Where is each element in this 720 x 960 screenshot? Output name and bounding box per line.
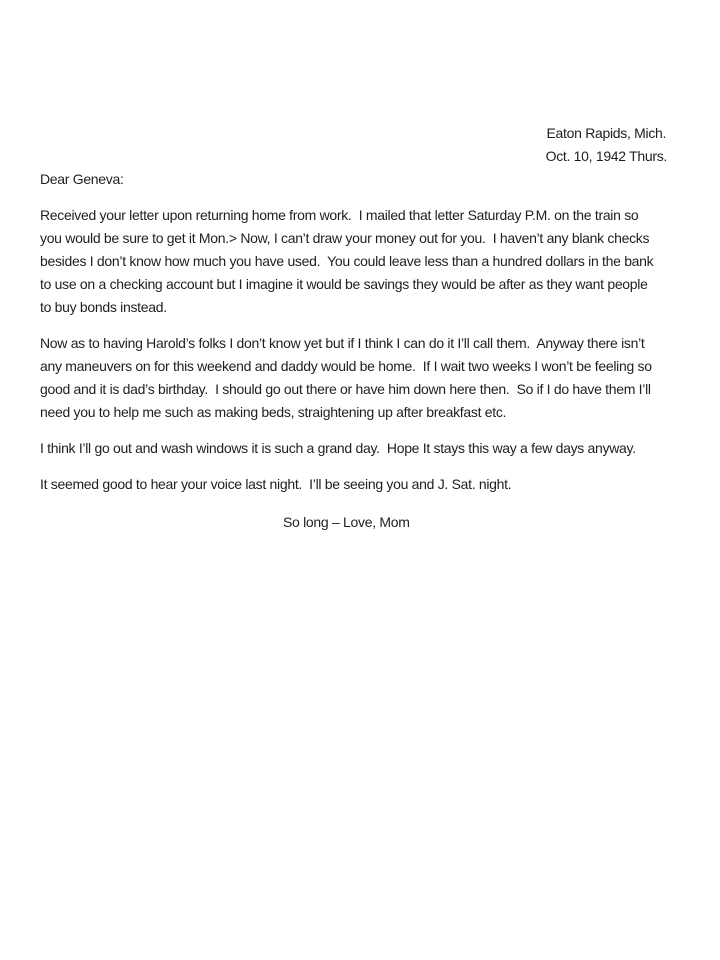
letterhead-place: Eaton Rapids, Mich. bbox=[546, 125, 667, 141]
letter-line: Received your letter upon returning home from work. I mailed that letter Saturday P.M. on the train so bbox=[40, 207, 639, 223]
letter-line: It seemed good to hear your voice last night. I’ll be seeing you and J. Sat. night. bbox=[40, 476, 512, 492]
letterhead bbox=[546, 122, 667, 168]
paragraph-2 bbox=[40, 332, 682, 424]
salutation: Dear Geneva: bbox=[40, 171, 124, 187]
paragraph-3 bbox=[40, 437, 682, 460]
closing-signature: So long – Love, Mom bbox=[283, 514, 410, 530]
paragraph-4 bbox=[40, 473, 682, 496]
paragraph-1 bbox=[40, 204, 682, 319]
letter-line: I think I’ll go out and wash windows it is such a grand day. Hope It stays this way a few days anyway. bbox=[40, 440, 636, 456]
letter-line: Now as to having Harold’s folks I don’t know yet but if I think I can do it I’ll call them. Anyway there isn’t bbox=[40, 335, 645, 351]
letter-line: need you to help me such as making beds, straightening up after breakfast etc. bbox=[40, 404, 507, 420]
letter-line: good and it is dad’s birthday. I should go out there or have him down here then. So if I do have them I’ll bbox=[40, 381, 651, 397]
letter-line: to buy bonds instead. bbox=[40, 299, 167, 315]
letter-line: besides I don’t know how much you have used. You could leave less than a hundred dollars in the bank bbox=[40, 253, 654, 269]
letter-line: to use on a checking account but I imagine it would be savings they would be after as they want people bbox=[40, 276, 648, 292]
letterhead-date: Oct. 10, 1942 Thurs. bbox=[545, 148, 667, 164]
letter-line: any maneuvers on for this weekend and daddy would be home. If I wait two weeks I won’t be feeling so bbox=[40, 358, 652, 374]
letter-line: you would be sure to get it Mon.> Now, I can’t draw your money out for you. I haven’t any blank checks bbox=[40, 230, 650, 246]
